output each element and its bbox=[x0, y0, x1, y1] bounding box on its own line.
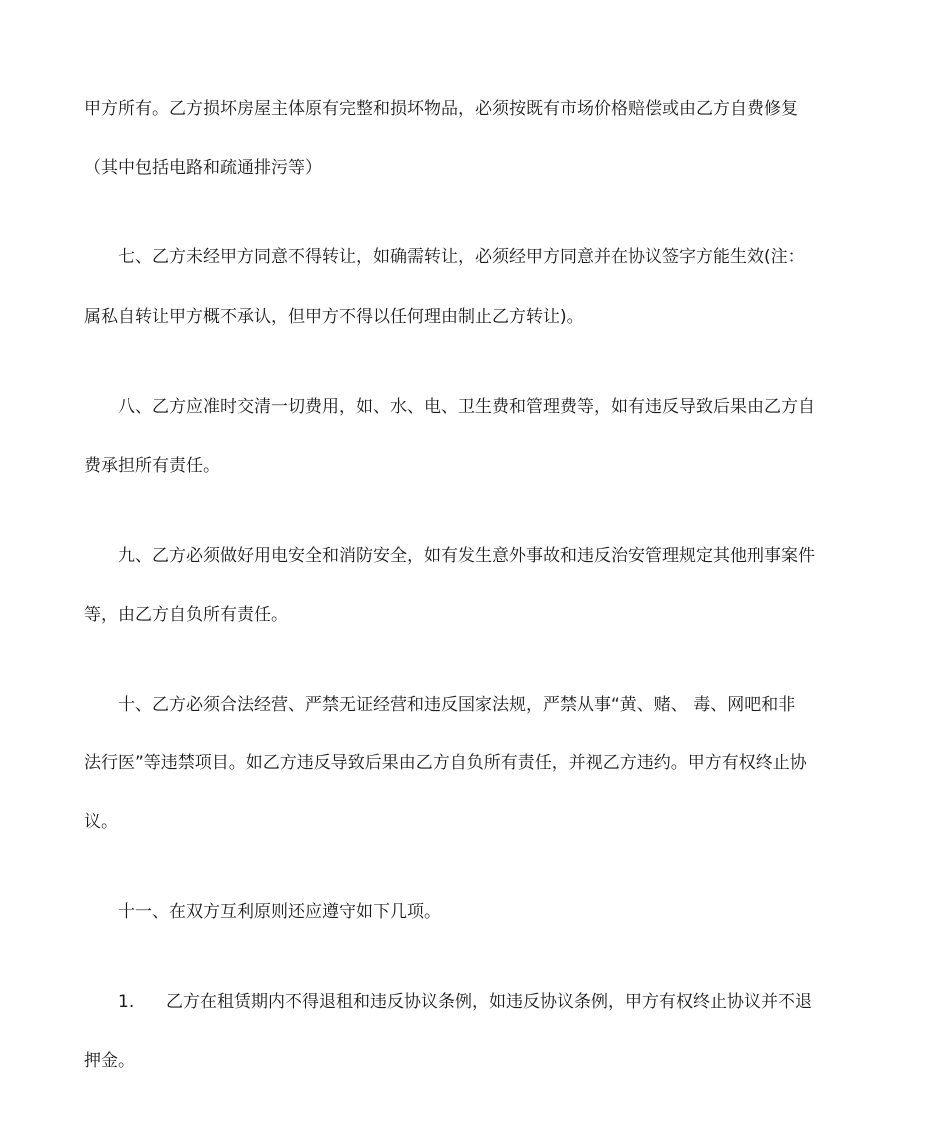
clause-9-line-2: 等，由乙方自负所有责任。 bbox=[84, 605, 288, 625]
item-number: 1. bbox=[118, 992, 135, 1012]
clause-11-item-1-line-2: 押金。 bbox=[84, 1051, 135, 1071]
clause-9-line-1: 九、乙方必须做好用电安全和消防安全，如有发生意外事故和违反治安管理规定其他刑事案件 bbox=[118, 546, 815, 566]
clause-continuation-line-2: （其中包括电路和疏通排污等） bbox=[84, 158, 322, 178]
clause-continuation-line-1: 甲方所有。乙方损坏房屋主体原有完整和损坏物品，必须按既有市场价格赔偿或由乙方自费修复 bbox=[84, 99, 798, 119]
clause-11-heading: 十一、在双方互利原则还应遵守如下几项。 bbox=[118, 902, 441, 922]
clause-10-line-2: 法行医”等违禁项目。如乙方违反导致后果由乙方自负所有责任，并视乙方违约。甲方有权终止协 bbox=[84, 753, 807, 773]
clause-10-line-1: 十、乙方必须合法经营、严禁无证经营和违反国家法规，严禁从事“黄、赌、 毒、网吧和非 bbox=[118, 695, 796, 715]
clause-11-item-1-line-1 bbox=[118, 990, 874, 1014]
clause-8-line-2: 费承担所有责任。 bbox=[84, 456, 220, 476]
item-text: 乙方在租赁期内不得退租和违反协议条例，如违反协议条例，甲方有权终止协议并不退 bbox=[166, 992, 812, 1012]
clause-7-line-1: 七、乙方未经甲方同意不得转让，如确需转让，必须经甲方同意并在协议签字方能生效(注： bbox=[118, 247, 805, 267]
clause-10-line-3: 议。 bbox=[84, 812, 118, 832]
clause-8-line-1: 八、乙方应准时交清一切费用，如、水、电、卫生费和管理费等，如有违反导致后果由乙方自 bbox=[118, 397, 815, 417]
clause-7-line-2: 属私自转让甲方概不承认，但甲方不得以任何理由制止乙方转让)。 bbox=[84, 307, 584, 327]
